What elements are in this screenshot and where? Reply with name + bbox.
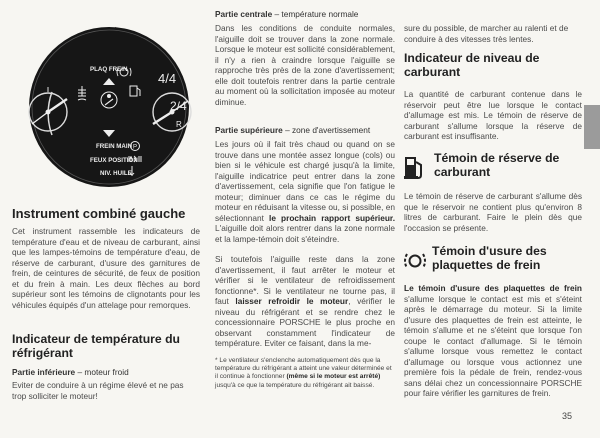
- fuel-level-text: La quantité de carburant contenue dans le réservoir peut être lue lorsque le contact d'allumage est mis. Le témoin de réserve de carburant s'allume lorsque la réserve de carburant est insuffisante.: [404, 89, 582, 141]
- svg-text:P: P: [133, 144, 138, 151]
- fuel-reserve-text: Le témoin de réserve de carburant s'allume dès que le réservoir ne contient plus qu'environ 8 litres de carburant. Faire le plein dès que l'occasion se présente.: [404, 191, 582, 233]
- fuel-pump-icon: [404, 154, 424, 180]
- fuel-reserve-mark: R: [176, 120, 182, 129]
- fuel-half-mark: 2/4: [170, 99, 187, 113]
- section-tab-marker: [584, 105, 600, 149]
- fuel-full-mark: 4/4: [158, 71, 177, 86]
- instrument-combine-gauche-heading: Instrument combiné gauche: [12, 206, 186, 221]
- page-number: 35: [561, 411, 572, 421]
- partie-inferieure-subheading: Partie inférieure – moteur froid: [12, 367, 129, 377]
- partie-centrale-text: Dans les conditions de conduite normales, l'aiguille doit se trouver dans la zone normale. Lorsque le moteur est sollicité considérablement, il n'y a rien à craindre lorsque l'aiguille se rapproche très près de la zone d'avertissement; elle doit toutefois rentrer dans la partie centrale au moment où la sollicitation imposée au moteur diminue.: [215, 23, 395, 107]
- partie-inferieure-text: Eviter de conduire à un régime élevé et ne pas trop solliciter le moteur!: [12, 380, 184, 401]
- partie-superieure-subheading: Partie supérieure – zone d'avertissement: [215, 125, 371, 135]
- feux-position-label: FEUX POSITION: [90, 157, 138, 164]
- fuel-reserve-heading: Témoin de réserve de carburant: [434, 151, 560, 179]
- partie-inferieure-label: Partie inférieure: [12, 367, 76, 377]
- partie-centrale-subheading: Partie centrale – température normale: [215, 9, 359, 19]
- fuel-level-heading: Indicateur de niveau de carburant: [404, 51, 540, 79]
- temperature-indicator-heading: Indicateur de température du réfrigérant: [12, 332, 180, 360]
- instrument-intro-paragraph: Cet instrument rassemble les indicateurs de température d'eau et de niveau de carburant, ainsi que les lampes-témoins de température d'eau, de réserve de carburant, d'usure des garnitures de frein, de ceintures de sécurité, de feux de position et du frein à main. Les deux flèches au bord supérieur sont les témoins de clignotants pour les véhicules équipés d'un attelage pour remorques.: [12, 226, 200, 310]
- ventilateur-footnote: * Le ventilateur s'enclenche automatiquement dès que la température du réfrigérant a atteint une valeur déterminée et il continue à fonctionner (même si le moteur est arrêté) jusqu'à ce que la température du réfrigérant ait baissé.: [215, 357, 392, 389]
- niv-huile-label: NIV. HUILE: [100, 170, 132, 177]
- plaq-frein-label: PLAQ FREIN: [90, 66, 128, 73]
- brake-pad-text: Le témoin d'usure des plaquettes de frein s'allume lorsque le contact est mis et s'éteint après le démarrage du moteur. Si la limite d'usure des plaquettes de frein est atteinte, le témoin s'allume et ne s'éteint que lorsque l'on coupe le contact d'allumage. Si le témoin s'allume lorsque vous remettez le contact d'allumage ou lorsque vous actionnez une première fois la pédale de frein, rendez-vous sans délai chez un concessionnaire PORSCHE pour faire vérifier les garnitures de frein.: [404, 283, 582, 398]
- fuel-reserve-heading-row: [404, 152, 582, 186]
- brake-pad-heading: Témoin d'usure des plaquettes de frein: [432, 244, 547, 272]
- brake-wear-icon: [404, 250, 426, 272]
- continuation-text: sure du possible, de marcher au ralenti et de conduire à des vitesses très lentes.: [404, 23, 569, 44]
- frein-main-label: FREIN MAIN: [96, 143, 133, 150]
- instrument-cluster-illustration: [12, 0, 202, 190]
- partie-superieure-text: Les jours où il fait très chaud ou quand on se trouve dans une montée assez longue (cols) ou bien si le véhicule est chargé jusqu'à la limite, l'aiguille indicatrice peut entrer dans la zone d'avertissement, cela signifie que l'on fatigue le moteur; diminuer dans ce cas le régime du moteur en réduisant la vitesse ou, si possible, en sélectionnant le prochain rapport supérieur. L'aiguille doit alors rentrer dans la zone normale et la lampe-témoin doit s'éteindre.: [215, 139, 395, 244]
- brake-pad-heading-row: [404, 245, 582, 279]
- moteur-refroidir-text: Si toutefois l'aiguille reste dans la zone d'avertissement, il faut arrêter le moteur et vérifier si le ventilateur de refroidissement fonctionne*. Si le ventilateur ne tourne pas, il faut laisser refroidir le moteur, vérifier le niveau du réfrigérant et se rendre chez le concessionnaire PORSCHE le plus proche en observant constamment l'indicateur de température. Eviter ce faisant, dans la me-: [215, 254, 395, 348]
